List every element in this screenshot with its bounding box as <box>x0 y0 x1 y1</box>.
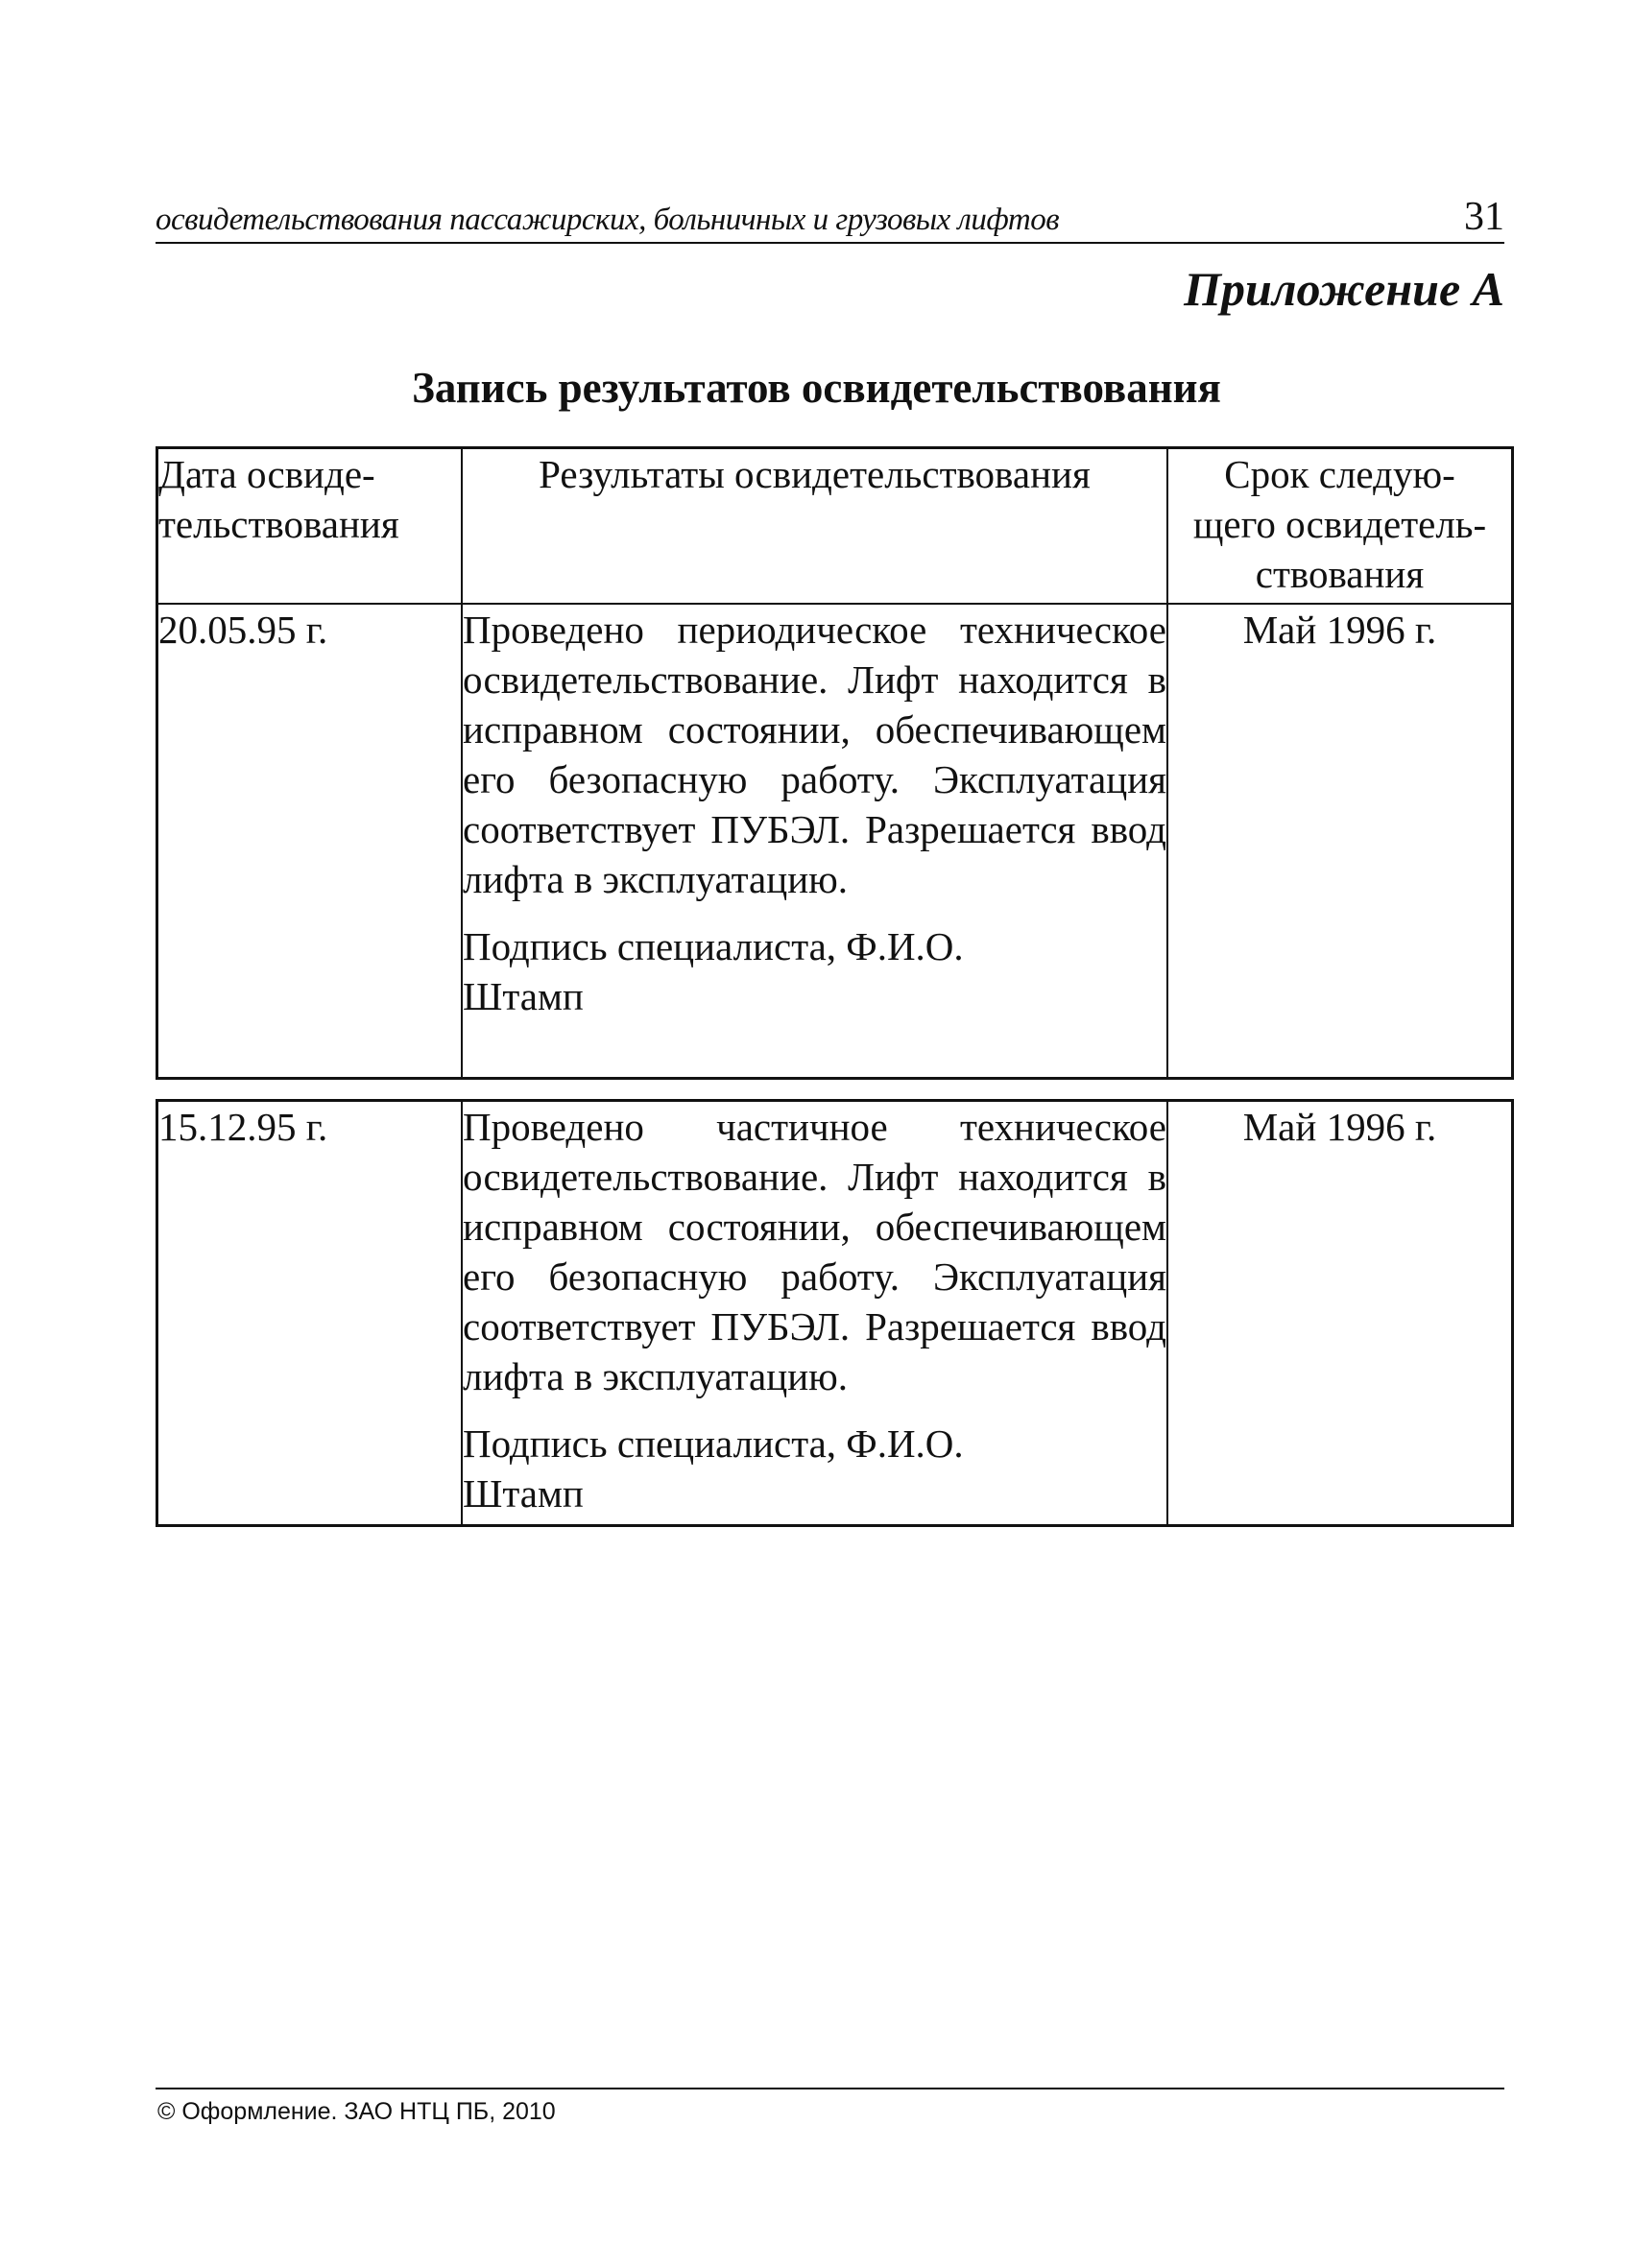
record-next-date: Май 1996 г. <box>1167 604 1513 1079</box>
column-header-next-line-3: ствования <box>1255 552 1425 596</box>
table-row <box>157 604 1513 1079</box>
column-header-next-line-2: щего освидетель- <box>1192 502 1487 546</box>
appendix-label: Приложение А <box>1184 262 1504 316</box>
column-header-next-line-1: Срок следую- <box>1224 452 1455 496</box>
footer-copyright: © Оформление. ЗАО НТЦ ПБ, 2010 <box>157 2098 556 2125</box>
running-header <box>156 188 1504 244</box>
signature-label: Подпись специалиста, Ф.И.О. <box>463 923 964 968</box>
stamp-label: Штамп <box>463 973 584 1018</box>
column-header-date-line-1: Дата освиде- <box>158 452 375 496</box>
record-signature <box>463 1419 1166 1518</box>
column-header-date <box>157 448 463 604</box>
results-table-1 <box>156 446 1514 1080</box>
record-result-text: Проведено частичное техническое освидетельствование. Лифт находится в исправном состоянии, обеспечивающем его безопасную работу. Эксплуатация соответствует ПУБЭЛ. Разрешается ввод лифта в эксплуатацию. <box>463 1105 1166 1398</box>
footer-divider <box>156 2088 1504 2089</box>
table-header-row <box>157 448 1513 604</box>
running-title: освидетельствования пассажирских, больничных и грузовых лифтов <box>156 203 1060 237</box>
page-number: 31 <box>1464 195 1504 239</box>
column-header-results: Результаты освидетельствования <box>462 448 1167 604</box>
column-header-next <box>1167 448 1513 604</box>
table-row <box>157 1101 1513 1526</box>
signature-label: Подпись специалиста, Ф.И.О. <box>463 1421 964 1466</box>
stamp-label: Штамп <box>463 1471 584 1516</box>
table-title: Запись результатов освидетельствования <box>412 364 1221 412</box>
record-result <box>462 1101 1167 1526</box>
record-result-text: Проведено периодическое техническое освидетельствование. Лифт находится в исправном состоянии, обеспечивающем его безопасную работу. Эксплуатация соответствует ПУБЭЛ. Разрешается ввод лифта в эксплуатацию. <box>463 607 1166 901</box>
results-table-2 <box>156 1099 1514 1527</box>
record-date: 15.12.95 г. <box>157 1101 463 1526</box>
record-date: 20.05.95 г. <box>157 604 463 1079</box>
column-header-date-line-2: тельствования <box>158 502 399 546</box>
record-next-date: Май 1996 г. <box>1167 1101 1513 1526</box>
record-result <box>462 604 1167 1079</box>
record-signature <box>463 921 1166 1021</box>
